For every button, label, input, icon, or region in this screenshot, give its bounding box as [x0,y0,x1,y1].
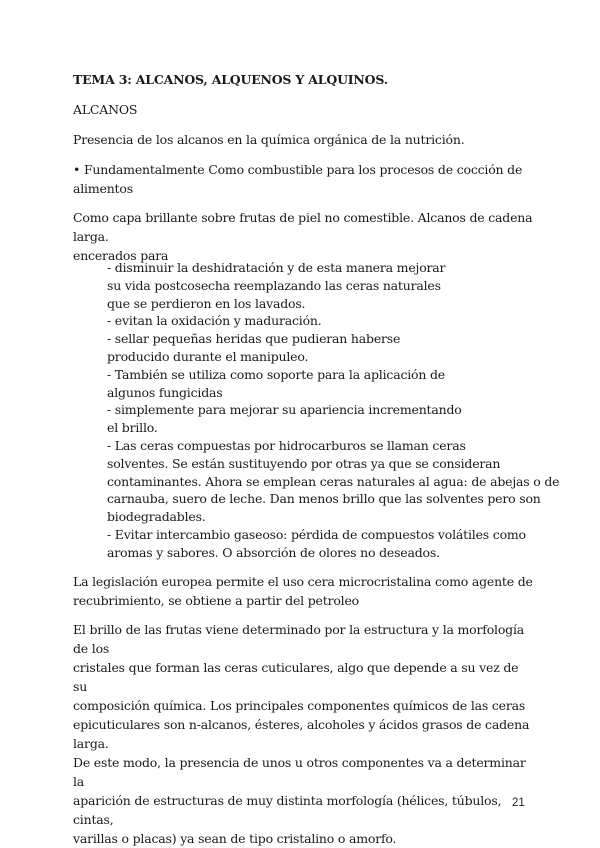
list-item: algunos fungicidas [107,384,223,400]
list-item: carnauba, suero de leche. Dan menos brillo que las solventes pero son [107,491,541,507]
list-item: - Las ceras compuestas por hidrocarburos se llaman ceras [107,437,466,453]
list-item: biodegradables. [107,509,206,525]
paragraph-brillo-line: El brillo de las frutas viene determinado por la estructura y la morfología de los [73,622,524,656]
paragraph-capa-line-2: encerados para [73,248,169,263]
list-item: el brillo. [107,420,158,436]
list-item: - simplemente para mejorar su apariencia incrementando [107,402,462,418]
list-item: contaminantes. Ahora se emplean ceras naturales al agua: de abejas o de [107,473,560,489]
list-item: solventes. Se están sustituyendo por otras ya que se consideran [107,455,501,471]
page-number: 21 [512,797,525,809]
paragraph-legislacion-line-1: La legislación europea permite el uso cera microcristalina como agente de [73,574,533,589]
indented-list [107,259,560,562]
list-item: aromas y sabores. O absorción de olores no deseados. [107,544,440,560]
paragraph-fundamentalmente-line-1: • Fundamentalmente Como combustible para los procesos de cocción de [73,162,523,177]
section-heading: ALCANOS [73,102,138,117]
paragraph-legislacion-line-2: recubrimiento, se obtiene a partir del petroleo [73,593,359,608]
list-item: producido durante el manipuleo. [107,348,309,364]
paragraph-presencia: Presencia de los alcanos en la química orgánica de la nutrición. [73,132,465,147]
list-item: - También se utiliza como soporte para la aplicación de [107,366,445,382]
paragraph-brillo-line: De este modo, la presencia de unos u otros componentes va a determinar la [73,755,526,789]
page-title: TEMA 3: ALCANOS, ALQUENOS Y ALQUINOS. [73,72,388,87]
list-item: - Evitar intercambio gaseoso: pérdida de compuestos volátiles como [107,526,526,542]
paragraph-brillo-line: composición química. Los principales componentes químicos de las ceras [73,698,526,713]
list-item: - disminuir la deshidratación y de esta manera mejorar [107,260,446,275]
list-item: - sellar pequeñas heridas que pudieran haberse [107,331,401,347]
paragraph-legislacion [73,572,535,610]
paragraph-brillo-line: cristales que forman las ceras cuticulares, algo que depende a su vez de su [73,660,519,694]
list-item: su vida postcosecha reemplazando las ceras naturales [107,277,441,293]
paragraph-brillo-line: epicuticulares son n-alcanos, ésteres, alcoholes y ácidos grasos de cadena larga. [73,717,530,751]
paragraph-brillo-line: aparición de estructuras de muy distinta morfología (hélices, túbulos, cintas, [73,793,502,827]
paragraph-fundamentalmente-line-2: alimentos [73,181,133,196]
paragraph-fundamentalmente [73,160,535,198]
paragraph-capa-line-1: Como capa brillante sobre frutas de piel no comestible. Alcanos de cadena larga. [73,210,533,244]
list-item: que se perdieron en los lavados. [107,295,306,311]
paragraph-brillo [73,620,535,848]
paragraph-capa-brillante [73,208,535,265]
paragraph-brillo-line: varillas o placas) ya sean de tipo cristalino o amorfo. [73,831,397,846]
list-item: - evitan la oxidación y maduración. [107,313,322,329]
